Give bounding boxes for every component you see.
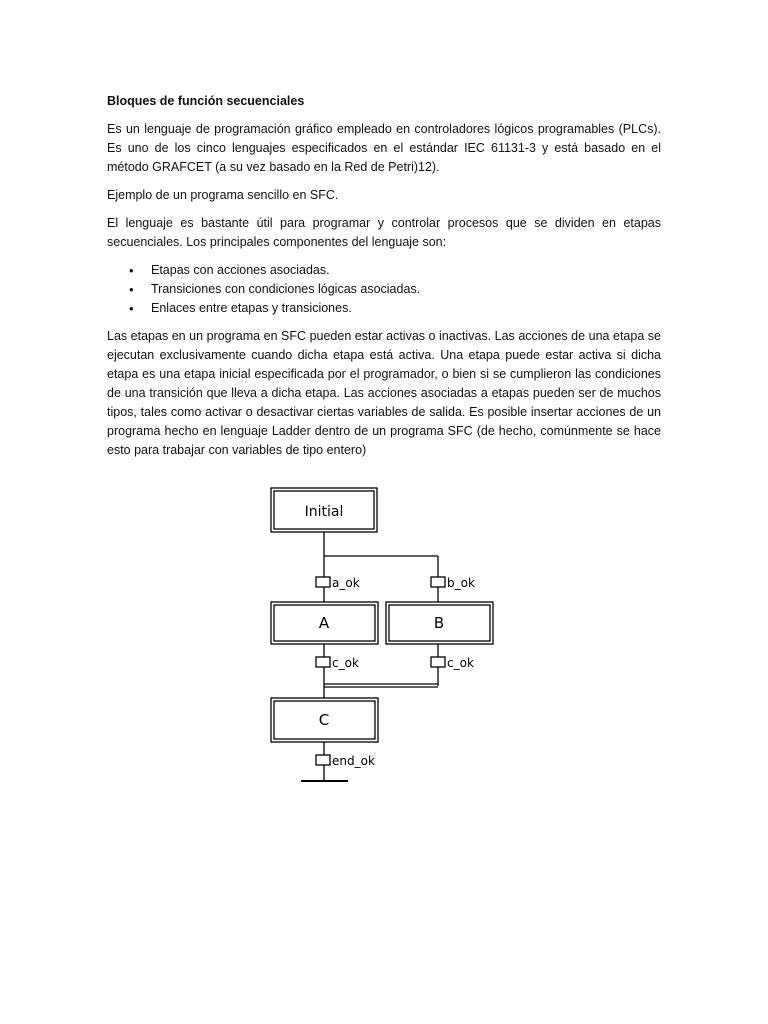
paragraph-intro: Es un lenguaje de programación gráfico empleado en controladores lógicos programables (PLCs). Es uno de los cinco lenguajes especificados en el estándar IEC 61131-3 y está basado en el método GRAFCET (a su vez basado en la Red de Petri)12). bbox=[107, 122, 661, 174]
step-c-label: C bbox=[318, 711, 330, 729]
transition-end-ok bbox=[316, 755, 330, 765]
step-a-label: A bbox=[318, 614, 330, 632]
list-item: • Enlaces entre etapas y transiciones. bbox=[151, 299, 661, 318]
step-initial-label: Initial bbox=[304, 504, 344, 520]
transition-a-ok-label: a_ok bbox=[332, 576, 360, 590]
step-b-label: B bbox=[433, 614, 445, 632]
paragraph-steps: Las etapas en un programa en SFC pueden estar activas o inactivas. Las acciones de una etapa se ejecutan exclusivamente cuando dicha etapa está activa. Una etapa puede estar activa si dicha etapa es una etapa inicial especificada por el programador, o bien si se cumplieron las condiciones de una transición que lleva a dicha etapa. Las acciones asociadas a etapas pueden ser de muchos tipos, tales como activar o desactivar ciertas variables de salida. Es posible insertar acciones de un programa hecho en lenguaje Ladder dentro de un programa SFC (de hecho, comúnmente se hace esto para trabajar con variables de tipo entero) bbox=[107, 329, 661, 457]
section-heading: Bloques de función secuenciales bbox=[107, 94, 305, 108]
transition-a-ok bbox=[316, 577, 330, 587]
transition-b-ok bbox=[431, 577, 445, 587]
paragraph-example: Ejemplo de un programa sencillo en SFC. bbox=[107, 188, 339, 202]
transition-b-ok-label: b_ok bbox=[447, 576, 475, 590]
transition-end-ok-label: end_ok bbox=[332, 754, 375, 768]
paragraph-components: El lenguaje es bastante útil para programar y controlar procesos que se dividen en etapas secuenciales. Los principales componentes del lenguaje son: bbox=[107, 216, 661, 249]
transition-c-ok-left bbox=[316, 657, 330, 667]
transition-c-ok-left-label: c_ok bbox=[332, 656, 359, 670]
list-item: • Transiciones con condiciones lógicas asociadas. bbox=[151, 280, 661, 299]
list-item: • Etapas con acciones asociadas. bbox=[151, 261, 661, 280]
transition-c-ok-right-label: c_ok bbox=[447, 656, 474, 670]
transition-c-ok-right bbox=[431, 657, 445, 667]
